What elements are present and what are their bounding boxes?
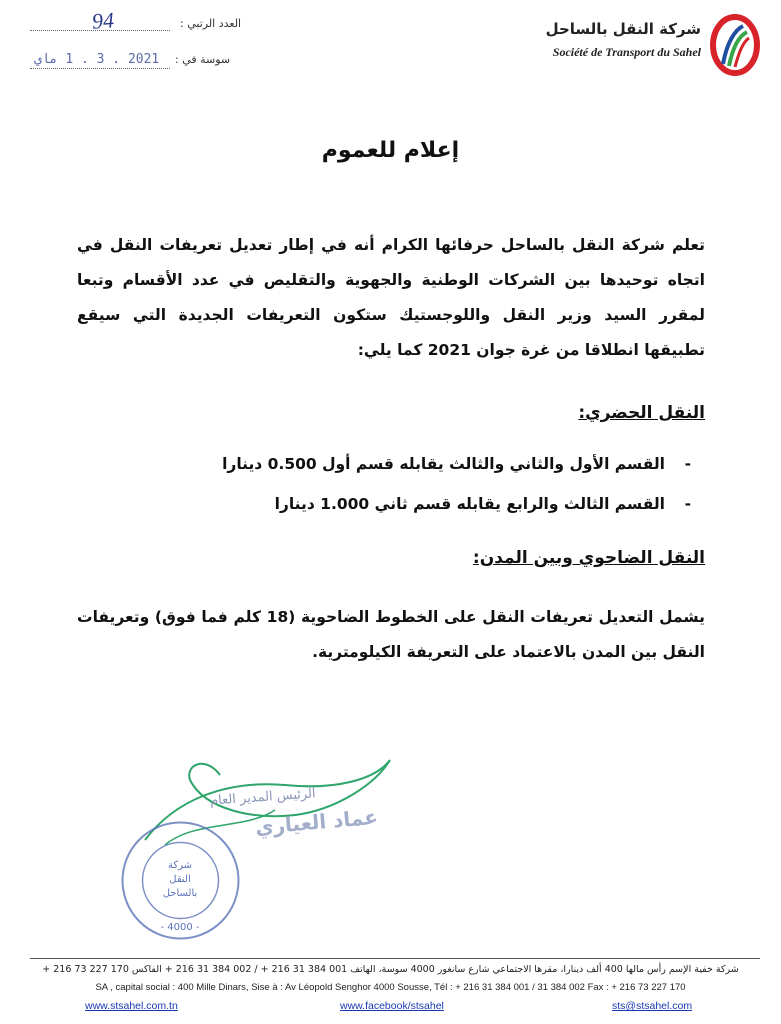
company-logo [709, 12, 761, 78]
intro-paragraph: تعلم شركة النقل بالساحل حرفائها الكرام أنه في إطار تعديل تعريفات النقل في اتجاه توحيدها بين الشركات الوطنية والجهوية والتقليص في عدد الأقسام وتبعا لمقرر السيد وزير النقل واللوجستيك ستكون التعريفات الجديدة التي سيقع تطبيقها انطلاقا من غرة جوان 2021 كما يلي: [77, 236, 705, 359]
bullet-dash: - [684, 495, 691, 513]
urban-item-1 [222, 455, 691, 473]
company-name-arabic: شركة النقل بالساحل [545, 20, 701, 38]
email-link[interactable]: sts@stsahel.com [612, 1000, 693, 1012]
footer-arabic-info: شركة خفية الإسم رأس مالها 400 ألف دينارا، مقرها الاجتماعي شارع سانغور 4000 سوسة، الهاتف 001 384 31 216 + / 002 384 31 216 + الفاكس 170 227 73 216 + [42, 964, 739, 975]
notice-title: إعلام للعموم [321, 138, 460, 163]
suburban-paragraph: يشمل التعديل تعريفات النقل على الخطوط الضاحوية (18 كلم فما فوق) وتعريفات النقل بين المدن بالاعتماد على التعريفة الكيلومترية. [77, 608, 705, 661]
reference-label: العدد الرتبي : [180, 17, 242, 30]
facebook-link[interactable]: www.facebook/stsahel [340, 1000, 444, 1012]
suburban-transport-heading: النقل الضاحوي وبين المدن: [472, 548, 705, 568]
footer-french-info: SA , capital social : 400 Mille Dinars, Sise à : Av Léopold Senghor 4000 Sousse, Tél : + 216 31 384 001 / 31 384 002 Fax : + 216 73 227 170 [95, 982, 686, 993]
stamp-line-3: بالساحل [162, 888, 198, 899]
company-stamp [118, 818, 243, 943]
stamp-line-1: شركة [167, 860, 193, 871]
reference-number: 94 [91, 7, 115, 34]
date-line [30, 68, 170, 69]
date-value: 2021 . 3 . 1 ماي [34, 52, 160, 67]
signatory-title: الرئيس المدير العام [209, 786, 317, 809]
company-name-french: Société de Transport du Sahel [552, 45, 701, 59]
urban-item-2 [275, 495, 691, 513]
bullet-dash: - [684, 455, 691, 473]
stamp-line-2: النقل [169, 874, 191, 885]
urban-item-1-text: القسم الأول والثاني والثالث يقابله قسم أول 0.500 دينارا [222, 455, 665, 473]
stamp-number: - 4000 - [160, 922, 200, 933]
urban-item-2-text: القسم الثالث والرابع يقابله قسم ثاني 1.000 دينارا [274, 495, 665, 513]
urban-transport-heading: النقل الحضري: [578, 403, 705, 423]
date-label: سوسة في : [175, 53, 231, 66]
footer-divider [30, 958, 760, 959]
signatory-name: عماد العياري [254, 804, 379, 840]
website-link[interactable]: www.stsahel.com.tn [85, 1000, 178, 1012]
